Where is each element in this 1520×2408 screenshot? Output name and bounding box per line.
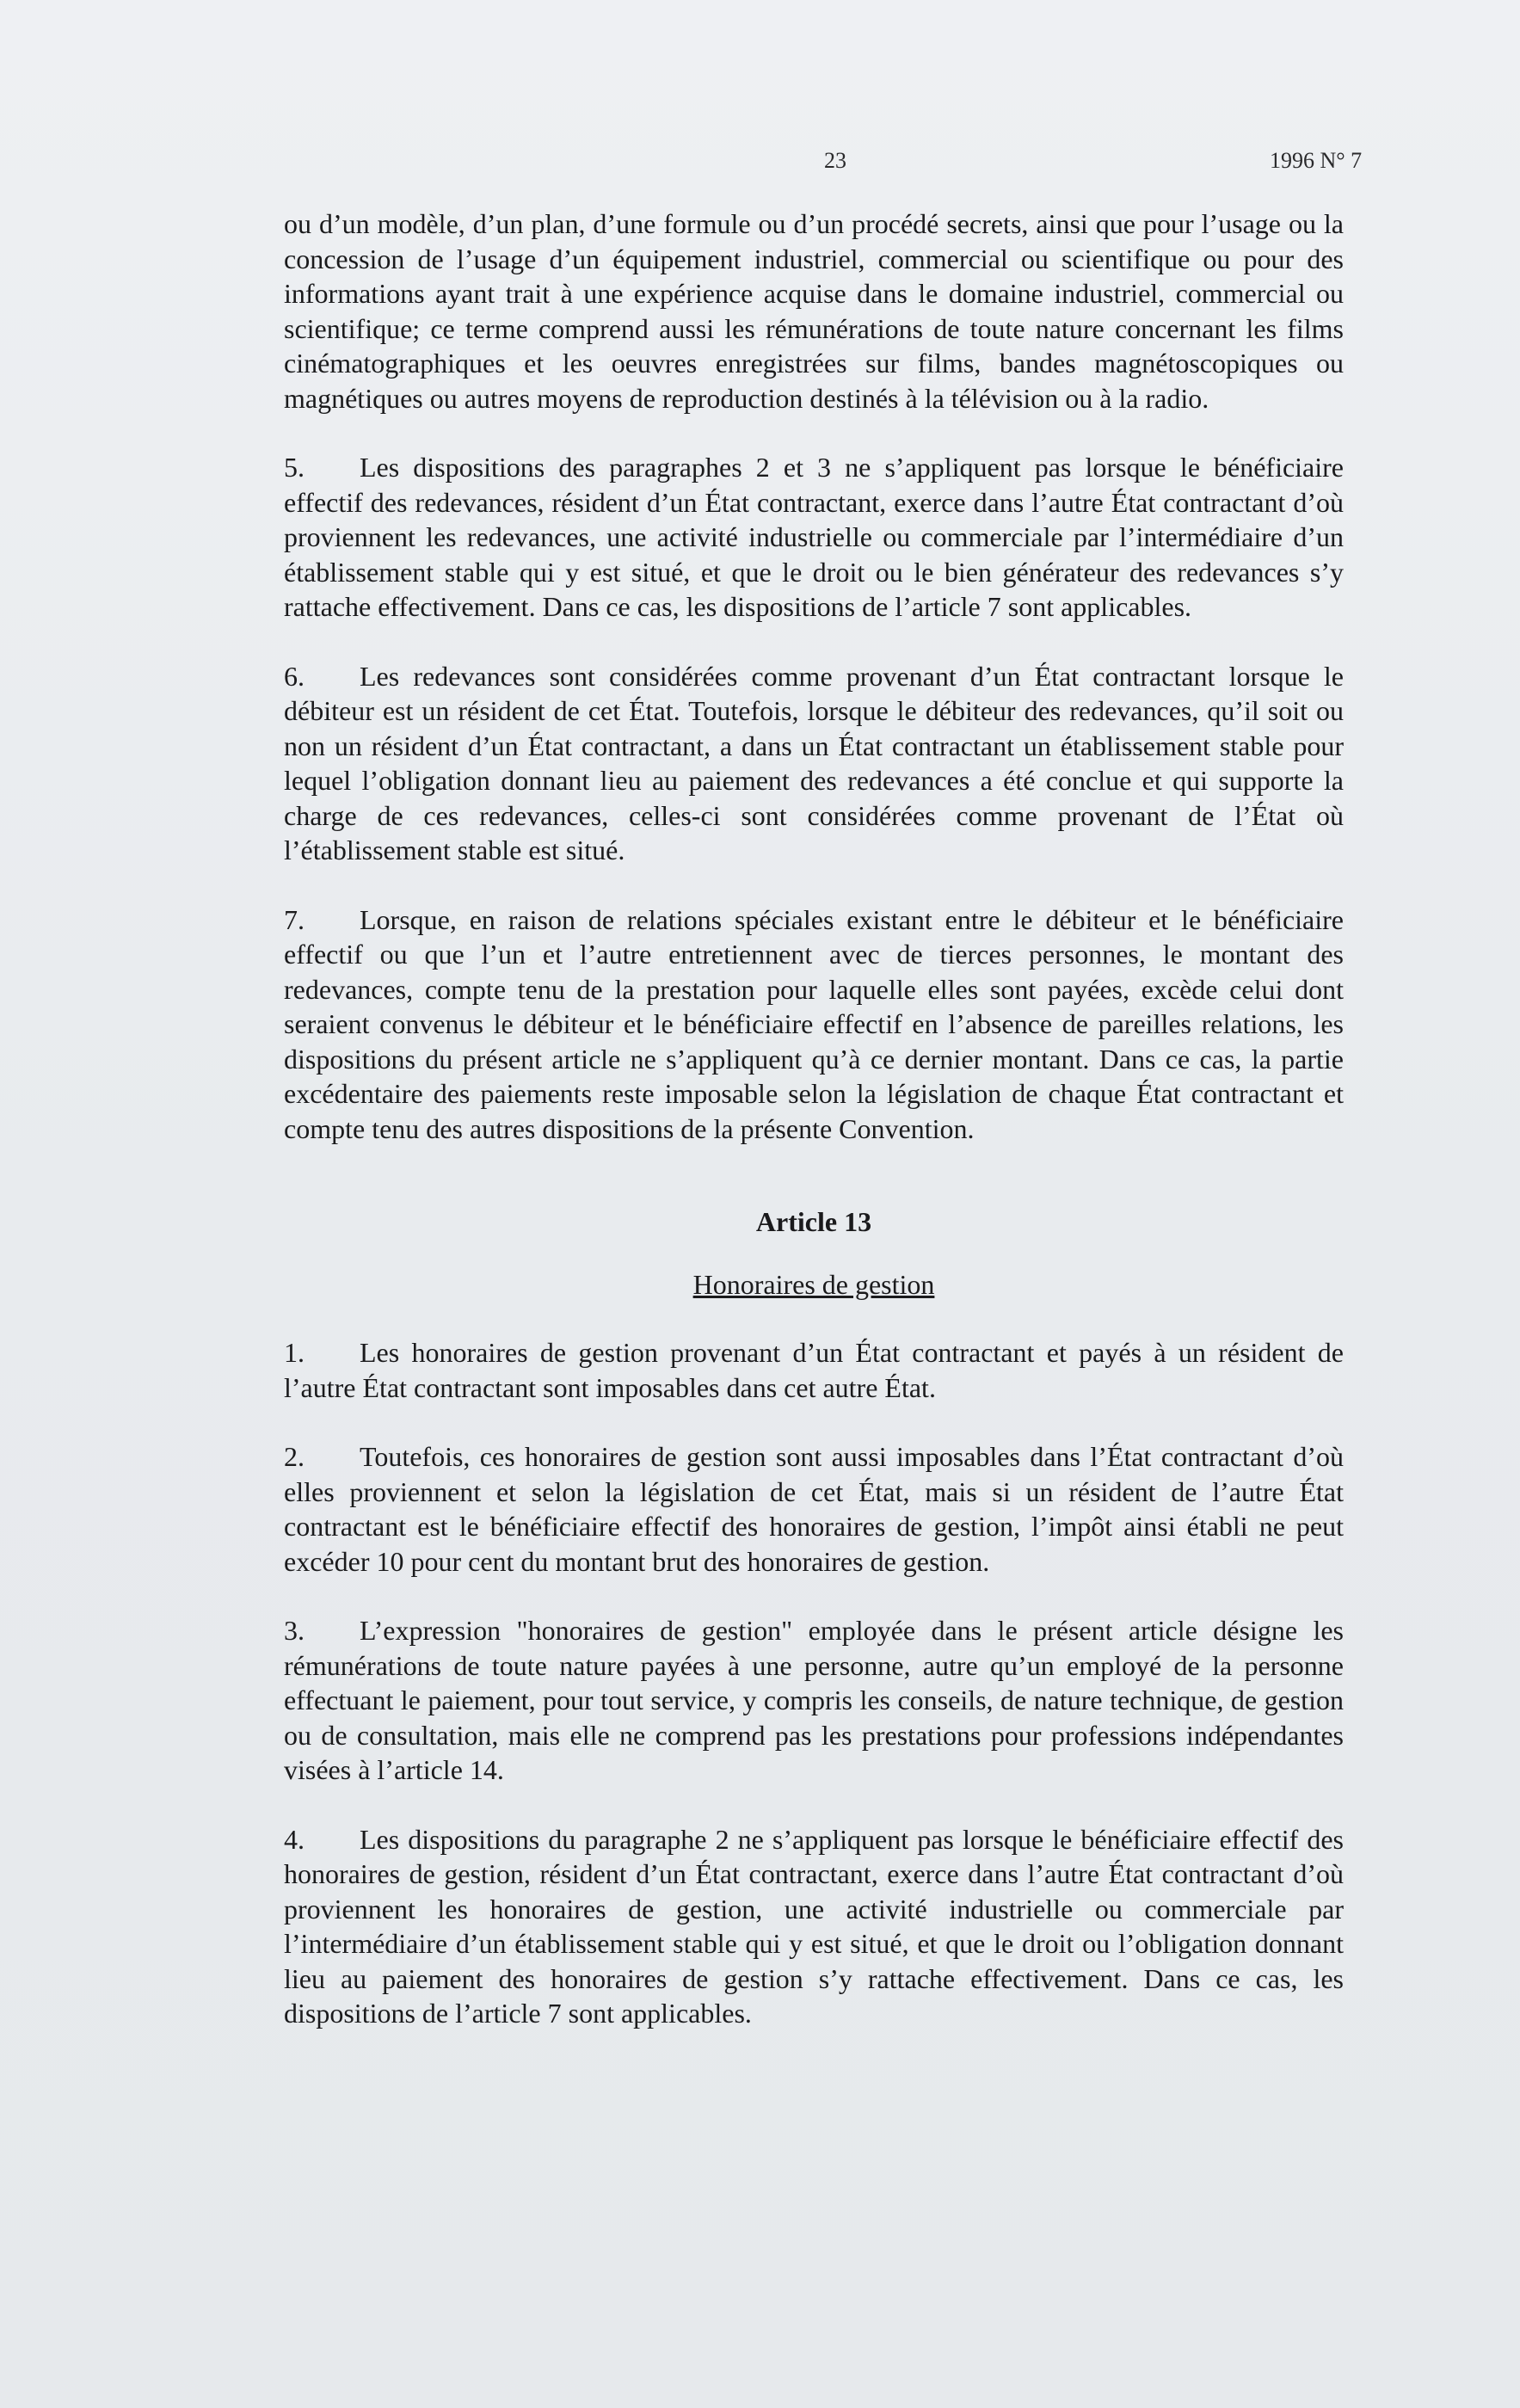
paragraph-number: 5. xyxy=(284,452,305,483)
paragraph-text: L’expression "honoraires de gestion" employée dans le présent article désigne les rémunérations de toute nature payées à une personne, autre qu’un employé de la personne effectuant le paiement, pour tout service, y compris les conseils, de nature technique, de gestion ou de consultation, mais elle ne comprend pas les prestations pour professions indépendantes visées à l’article 14. xyxy=(284,1615,1344,1785)
paragraph-number: 7. xyxy=(284,903,305,935)
article13-paragraph-2 xyxy=(284,1439,1344,1579)
paragraph-5 xyxy=(284,450,1344,625)
page-number: 23 xyxy=(824,148,846,173)
intro-paragraph: ou d’un modèle, d’un plan, d’une formule ou d’un procédé secrets, ainsi que pour l’usage ou la concession de l’usage d’un équipement industriel, commercial ou scientifique ou pour des informations ayant trait à une expérience acquise dans le domaine industriel, commercial ou scientifique; ce terme comprend aussi les rémunérations de toute nature concernant les films cinématographiques et les oeuvres enregistrées sur films, bandes magnétoscopiques ou magnétiques ou autres moyens de reproduction destinés à la télévision ou à la radio. xyxy=(284,208,1344,414)
article-heading: Article 13 xyxy=(755,1206,872,1237)
paragraph-number: 2. xyxy=(284,1441,305,1472)
page-content xyxy=(284,206,1344,2066)
paragraph-number: 6. xyxy=(284,660,305,692)
paragraph-text: Les honoraires de gestion provenant d’un État contractant et payés à un résident de l’autre État contractant sont imposables dans cet autre État. xyxy=(284,1337,1344,1403)
paragraph-number: 4. xyxy=(284,1823,305,1855)
paragraph-text: Toutefois, ces honoraires de gestion sont aussi imposables dans l’État contractant d’où elles proviennent et selon la législation de cet État, mais si un résident de l’autre État contractant est le bénéficiaire effectif des honoraires de gestion, l’impôt ainsi établi ne peut excéder 10 pour cent du montant brut des honoraires de gestion. xyxy=(284,1441,1344,1577)
paragraph-text: Les dispositions des paragraphes 2 et 3 ne s’appliquent pas lorsque le bénéficiaire effectif des redevances, résident d’un État contractant, exerce dans l’autre État contractant d’où proviennent les redevances, une activité industrielle ou commerciale par l’intermédiaire d’un établissement stable qui y est situé, et que le droit ou le bien générateur des redevances s’y rattache effectivement. Dans ce cas, les dispositions de l’article 7 sont applicables. xyxy=(284,452,1344,622)
paragraph-text: Lorsque, en raison de relations spéciales existant entre le débiteur et le bénéficiaire effectif ou que l’un et l’autre entretiennent avec de tierces personnes, le montant des redevances, compte tenu de la prestation pour laquelle elles sont payées, excède celui dont seraient convenus le débiteur et le bénéficiaire effectif en l’absence de pareilles relations, les dispositions du présent article ne s’appliquent qu’à ce dernier montant. Dans ce cas, la partie excédentaire des paiements reste imposable selon la législation de chaque État contractant et compte tenu des autres dispositions de la présente Convention. xyxy=(284,903,1344,1144)
article13-paragraph-1 xyxy=(284,1335,1344,1405)
article13-paragraph-3 xyxy=(284,1613,1344,1788)
paragraph-number: 1. xyxy=(284,1337,305,1368)
paragraph-6 xyxy=(284,659,1344,868)
article-subtitle: Honoraires de gestion xyxy=(692,1269,935,1300)
paragraph-text: Les dispositions du paragraphe 2 ne s’appliquent pas lorsque le bénéficiaire effectif des honoraires de gestion, résident d’un État contractant, exerce dans l’autre État contractant d’où proviennent les honoraires de gestion, une activité industrielle ou commerciale par l’intermédiaire d’un établissement stable qui y est situé, et que le droit ou l’obligation donnant lieu au paiement des honoraires de gestion s’y rattache effectivement. Dans ce cas, les dispositions de l’article 7 sont applicables. xyxy=(284,1823,1344,2029)
paragraph-number: 3. xyxy=(284,1615,305,1646)
article13-paragraph-4 xyxy=(284,1822,1344,2031)
paragraph-7 xyxy=(284,902,1344,1147)
document-reference: 1996 N° 7 xyxy=(1270,148,1363,173)
paragraph-text: Les redevances sont considérées comme provenant d’un État contractant lorsque le débiteur est un résident de cet État. Toutefois, lorsque le débiteur des redevances, qu’il soit ou non un résident d’un État contractant, a dans un État contractant un établissement stable pour lequel l’obligation donnant lieu au paiement des redevances a été conclue et qui supporte la charge de ces redevances, celles-ci sont considérées comme provenant de l’État où l’établissement stable est situé. xyxy=(284,660,1344,865)
